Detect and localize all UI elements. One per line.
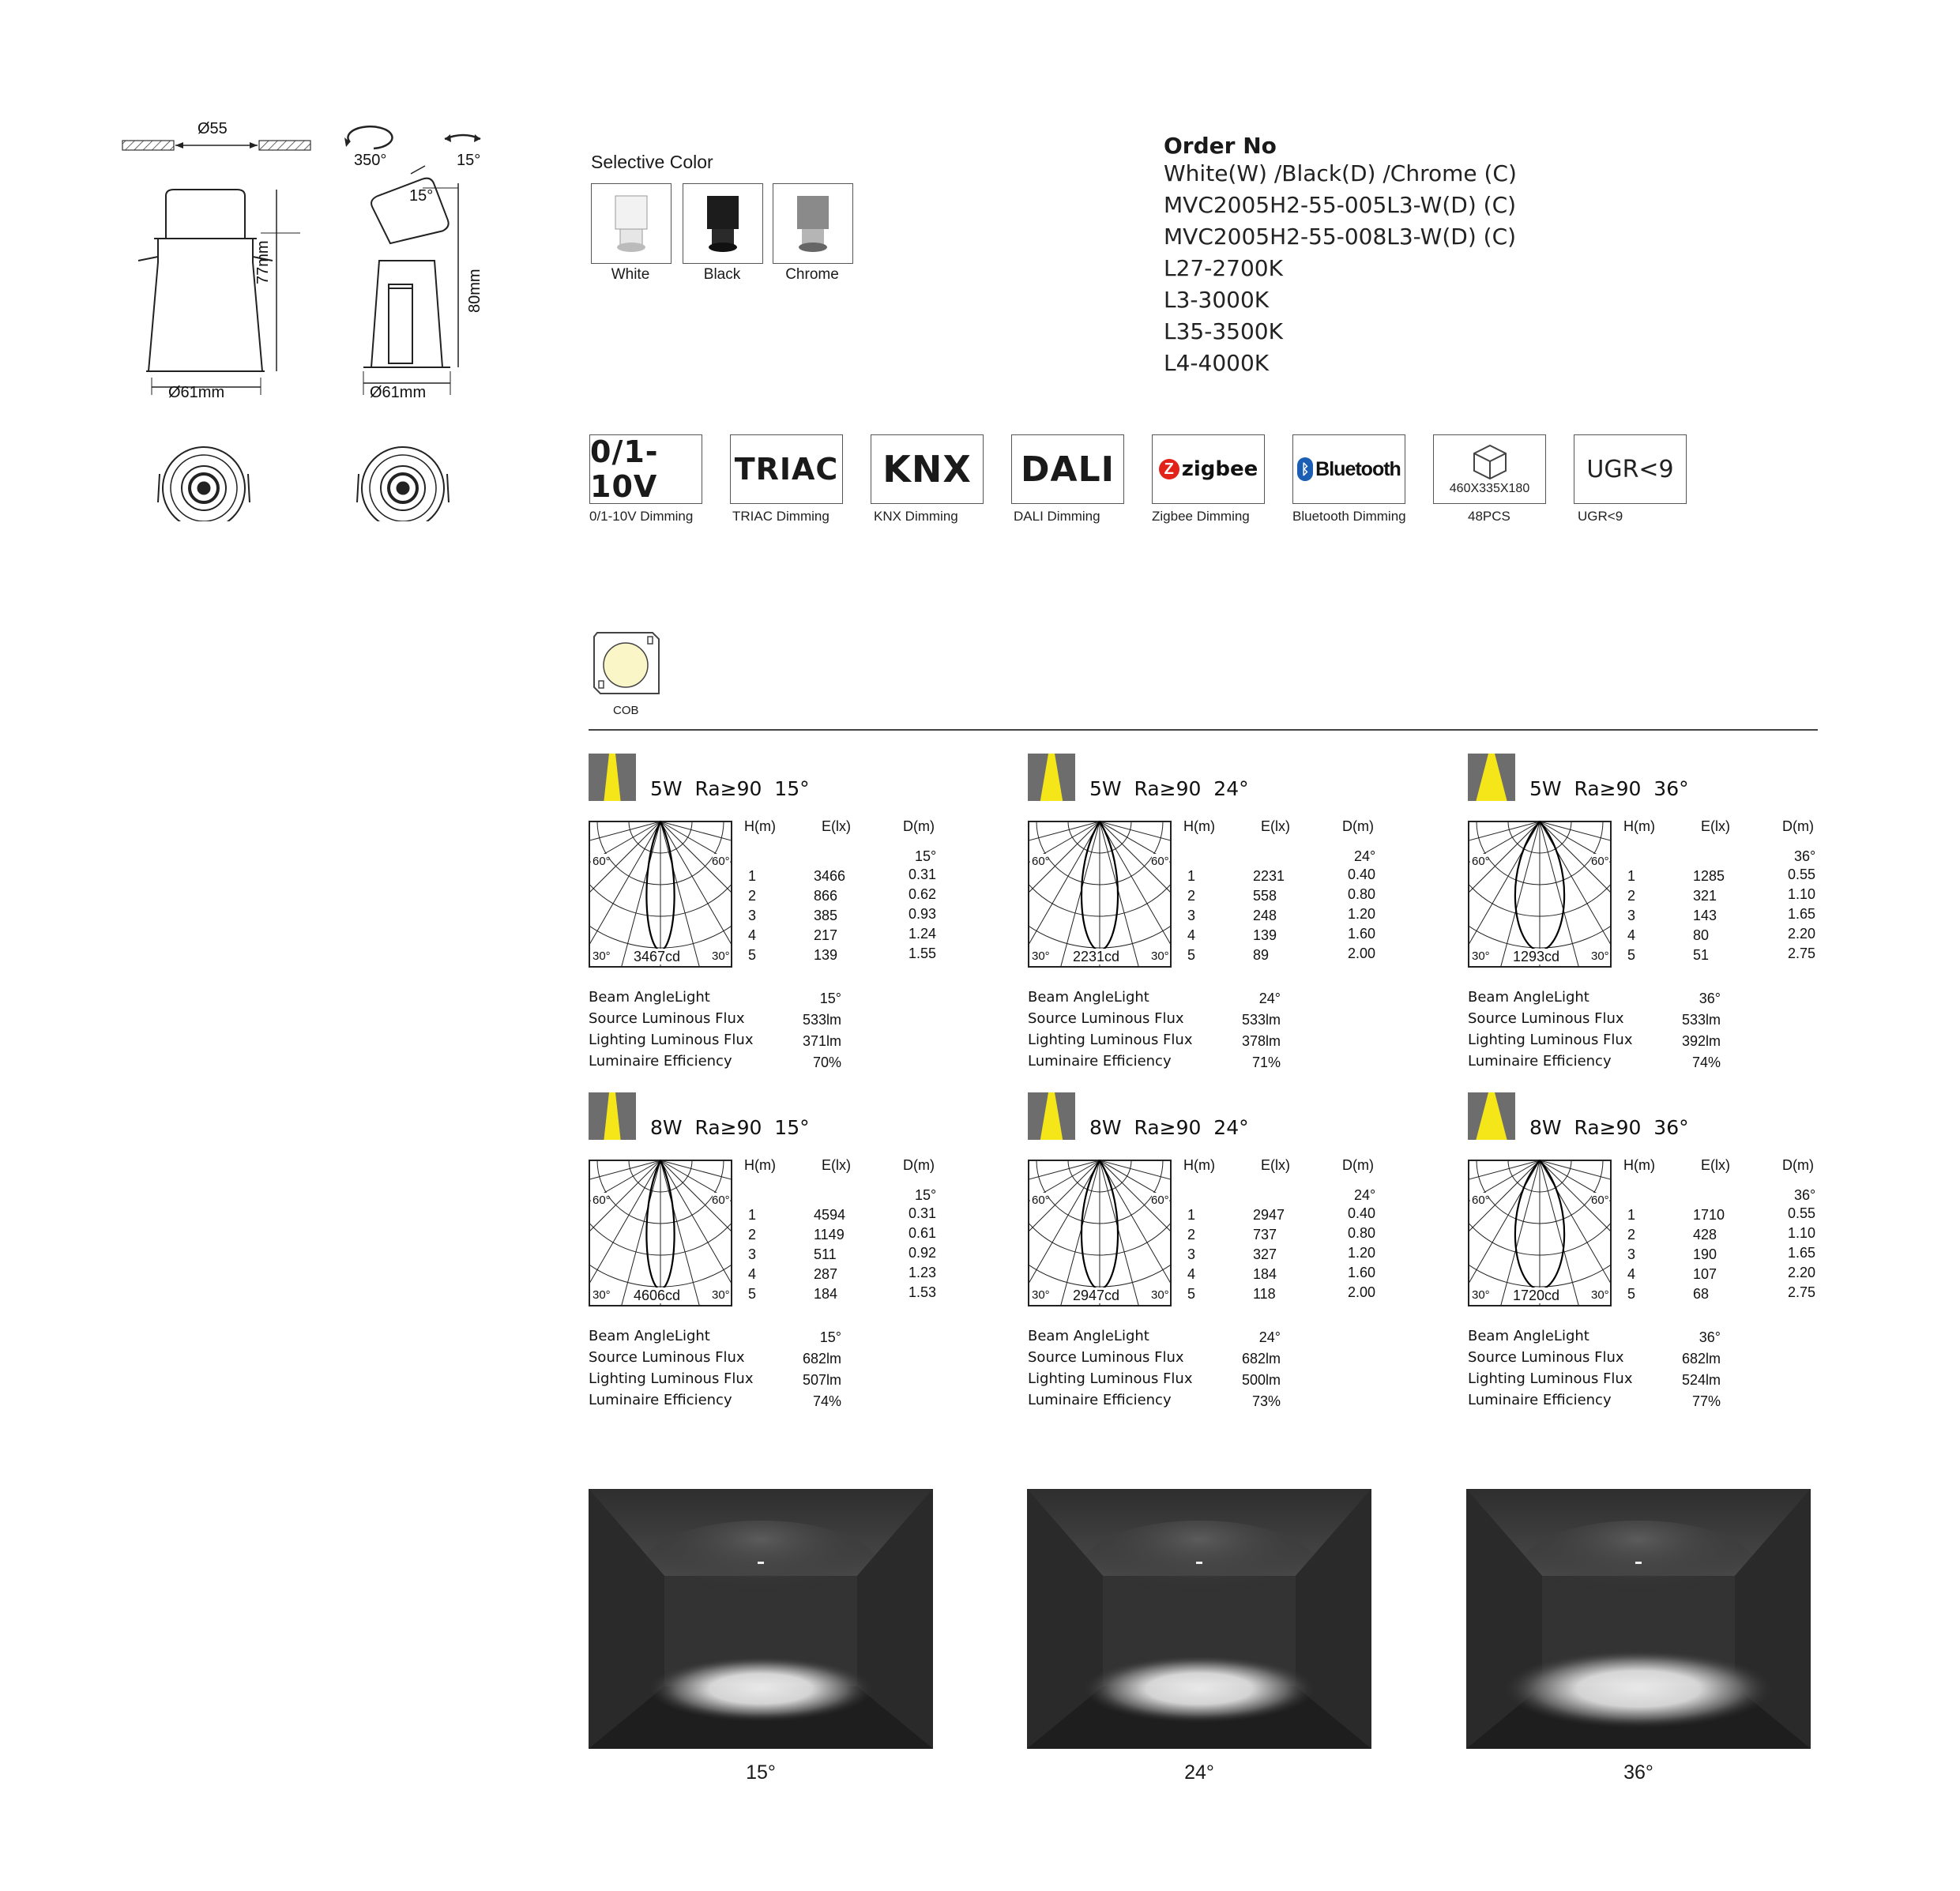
stat-label-lighting: Lighting Luminous Flux (1468, 1370, 1633, 1387)
table-cell-h: 2 (748, 888, 757, 904)
color-swatch-white[interactable] (591, 183, 672, 264)
polar-label-60-left: 60° (593, 855, 611, 868)
polar-label-30-left: 30° (593, 1288, 611, 1302)
feature-label: 0/1-10V Dimming (589, 509, 694, 524)
table-cell-h: 1 (1627, 868, 1636, 884)
stat-value-beam: 36° (1699, 1329, 1721, 1345)
stat-label-lighting: Lighting Luminous Flux (1028, 1032, 1193, 1048)
table-cell-d: 1.20 (1348, 906, 1376, 922)
badge-bluetooth (1292, 434, 1405, 504)
stat-value-efficiency: 71% (1251, 1055, 1281, 1070)
peak-candela: 2947cd (1073, 1288, 1120, 1303)
table-cell-e: 1710 (1693, 1207, 1725, 1223)
order-line: L3-3000K (1164, 287, 1270, 313)
panel-title: 8W Ra≥90 36° (1529, 1116, 1689, 1139)
stat-label-source: Source Luminous Flux (1028, 1349, 1184, 1366)
table-cell-d: 0.40 (1348, 867, 1376, 882)
header-d: D(m) (1782, 818, 1814, 834)
beam-angle-cell: 24° (1354, 1187, 1376, 1203)
feature-label: TRIAC Dimming (732, 509, 830, 524)
table-cell-e: 385 (814, 908, 838, 923)
diameter-fixed-label: Ø61mm (168, 384, 225, 401)
technical-drawings (111, 111, 506, 521)
badge-dali (1011, 434, 1124, 504)
polar-label-30-left: 30° (1472, 1288, 1490, 1302)
badge-ugr-text: UGR<9 (1586, 455, 1674, 483)
table-cell-d: 1.60 (1348, 1265, 1376, 1280)
header-h: H(m) (1623, 1157, 1655, 1173)
feature-label: Bluetooth Dimming (1292, 509, 1406, 524)
header-e: E(lx) (1701, 818, 1730, 834)
stat-value-source: 682lm (1241, 1351, 1281, 1367)
table-cell-d: 2.20 (1788, 1265, 1816, 1280)
stat-value-lighting: 392lm (1681, 1033, 1721, 1049)
diameter-adjustable-label: Ø61mm (370, 384, 427, 401)
stat-value-beam: 15° (819, 1329, 841, 1345)
table-cell-d: 0.61 (909, 1225, 937, 1241)
stat-value-beam: 15° (819, 991, 841, 1006)
table-cell-h: 4 (1187, 1266, 1196, 1282)
color-label-black: Black (703, 266, 741, 283)
render-label: 24° (1184, 1761, 1214, 1784)
table-cell-h: 5 (748, 1286, 757, 1302)
beam-angle-cell: 36° (1794, 848, 1816, 864)
stat-value-source: 682lm (1681, 1351, 1721, 1367)
panel-title: 8W Ra≥90 15° (650, 1116, 810, 1139)
header-e: E(lx) (1261, 1157, 1290, 1173)
stat-value-beam: 24° (1258, 991, 1281, 1006)
stat-value-efficiency: 73% (1251, 1393, 1281, 1409)
table-cell-d: 0.62 (909, 886, 937, 902)
stat-value-source: 533lm (802, 1012, 841, 1028)
peak-candela: 2231cd (1073, 949, 1120, 964)
polar-label-30-right: 30° (1151, 1288, 1169, 1302)
polar-label-30-right: 30° (712, 949, 730, 963)
polar-label-30-right: 30° (1591, 1288, 1609, 1302)
order-line: MVC2005H2-55-005L3-W(D) (C) (1164, 192, 1517, 218)
table-cell-h: 4 (748, 1266, 757, 1282)
header-d: D(m) (1342, 1157, 1374, 1173)
polar-label-60-left: 60° (593, 1194, 611, 1207)
photometric-panel (1468, 754, 1910, 1085)
polar-label-60-right: 60° (712, 1194, 730, 1207)
feature-label: UGR<9 (1578, 509, 1623, 524)
badge-carton-text: 460X335X180 (1449, 482, 1530, 495)
polar-diagram (1468, 1160, 1612, 1306)
table-cell-h: 3 (1627, 1246, 1636, 1262)
header-e: E(lx) (822, 818, 851, 834)
table-cell-d: 0.31 (909, 1205, 937, 1221)
header-d: D(m) (903, 818, 935, 834)
stat-label-lighting: Lighting Luminous Flux (1468, 1032, 1633, 1048)
order-list (1164, 158, 1517, 379)
header-e: E(lx) (1701, 1157, 1730, 1173)
color-label-white: White (611, 266, 650, 283)
polar-label-60-right: 60° (712, 855, 730, 868)
table-cell-d: 0.93 (909, 906, 937, 922)
stat-value-lighting: 378lm (1241, 1033, 1281, 1049)
table-cell-h: 3 (748, 1246, 757, 1262)
table-cell-d: 2.75 (1788, 1284, 1816, 1300)
table-cell-h: 3 (1187, 1246, 1196, 1262)
table-cell-h: 1 (748, 1207, 757, 1223)
table-cell-e: 2947 (1253, 1207, 1285, 1223)
table-cell-e: 68 (1693, 1286, 1710, 1302)
tilt-side-label: 15° (409, 187, 434, 205)
badge-dali-text: DALI (1021, 449, 1115, 490)
polar-diagram (1028, 821, 1172, 968)
stat-label-efficiency: Luminaire Efficiency (589, 1053, 732, 1070)
stat-label-source: Source Luminous Flux (1468, 1010, 1624, 1027)
header-h: H(m) (1623, 818, 1655, 834)
table-cell-e: 184 (814, 1286, 838, 1302)
cob-label: COB (613, 704, 639, 717)
stat-value-source: 533lm (1241, 1012, 1281, 1028)
stat-value-beam: 36° (1699, 991, 1721, 1006)
cob-chip-icon (591, 630, 662, 701)
polar-diagram (589, 821, 732, 968)
beam-icon (589, 754, 636, 801)
badge-carton (1433, 434, 1546, 504)
stat-label-beam: Beam AngleLight (1468, 1328, 1589, 1344)
peak-candela: 3467cd (634, 949, 681, 964)
table-cell-e: 511 (814, 1246, 837, 1262)
polar-label-60-left: 60° (1032, 855, 1050, 868)
cutout-label: Ø55 (198, 120, 228, 137)
beam-angle-cell: 36° (1794, 1187, 1816, 1203)
stat-label-source: Source Luminous Flux (589, 1010, 745, 1027)
table-cell-d: 1.60 (1348, 926, 1376, 942)
table-cell-h: 4 (1627, 1266, 1636, 1282)
badge-zigbee (1152, 434, 1265, 504)
table-cell-h: 5 (748, 947, 757, 963)
table-cell-d: 0.80 (1348, 1225, 1376, 1241)
table-cell-e: 143 (1693, 908, 1717, 923)
badge-ugr (1574, 434, 1687, 504)
polar-label-60-right: 60° (1591, 1194, 1609, 1207)
stat-value-lighting: 524lm (1681, 1372, 1721, 1388)
stat-value-efficiency: 74% (1691, 1055, 1721, 1070)
table-cell-e: 139 (814, 947, 838, 963)
stat-label-efficiency: Luminaire Efficiency (589, 1392, 732, 1408)
header-d: D(m) (1782, 1157, 1814, 1173)
color-label-chrome: Chrome (785, 266, 839, 283)
panel-title: 5W Ra≥90 36° (1529, 777, 1689, 800)
table-cell-h: 3 (1627, 908, 1636, 923)
badge-triac (730, 434, 843, 504)
polar-label-30-left: 30° (1032, 1288, 1050, 1302)
header-h: H(m) (1183, 1157, 1215, 1173)
feature-label: 48PCS (1468, 509, 1510, 524)
bluetooth-icon: ᛒ (1297, 457, 1313, 481)
polar-diagram (1468, 821, 1612, 968)
polar-label-30-left: 30° (1032, 949, 1050, 963)
black-fixture-image (683, 184, 762, 263)
beam-icon (1468, 754, 1515, 801)
header-e: E(lx) (822, 1157, 851, 1173)
zigbee-icon: Z (1159, 459, 1179, 479)
photometric-panel (589, 1092, 1031, 1424)
table-cell-d: 0.40 (1348, 1205, 1376, 1221)
table-cell-h: 1 (1187, 868, 1196, 884)
render-label: 15° (746, 1761, 776, 1784)
stat-label-efficiency: Luminaire Efficiency (1468, 1053, 1612, 1070)
table-cell-d: 0.55 (1788, 1205, 1816, 1221)
color-swatch-chrome[interactable] (773, 183, 853, 264)
render-label: 36° (1623, 1761, 1653, 1784)
polar-label-60-left: 60° (1472, 1194, 1490, 1207)
chrome-fixture-image (773, 184, 852, 263)
stat-value-beam: 24° (1258, 1329, 1281, 1345)
order-line: L4-4000K (1164, 350, 1270, 376)
table-cell-d: 1.24 (909, 926, 937, 942)
table-cell-h: 2 (1187, 888, 1196, 904)
stat-value-source: 682lm (802, 1351, 841, 1367)
photometric-panel (589, 754, 1031, 1085)
table-cell-h: 2 (1187, 1227, 1196, 1242)
beam-render-image (1466, 1489, 1811, 1749)
photometric-panel (1028, 754, 1470, 1085)
badge-knx (871, 434, 984, 504)
stat-label-beam: Beam AngleLight (1468, 989, 1589, 1006)
stat-value-lighting: 500lm (1241, 1372, 1281, 1388)
table-cell-h: 4 (1627, 927, 1636, 943)
badge-zigbee-text: zigbee (1181, 457, 1258, 481)
polar-label-30-right: 30° (1151, 949, 1169, 963)
stat-label-lighting: Lighting Luminous Flux (1028, 1370, 1193, 1387)
feature-label: DALI Dimming (1014, 509, 1100, 524)
table-cell-d: 1.10 (1788, 886, 1816, 902)
header-d: D(m) (903, 1157, 935, 1173)
beam-icon (1028, 1092, 1075, 1140)
stat-label-beam: Beam AngleLight (1028, 1328, 1149, 1344)
stat-value-lighting: 507lm (802, 1372, 841, 1388)
polar-diagram (1028, 1160, 1172, 1306)
table-cell-e: 327 (1253, 1246, 1277, 1262)
badge-0-10v-text: 0/1-10V (590, 434, 659, 504)
table-cell-e: 118 (1253, 1286, 1276, 1302)
polar-label-30-left: 30° (593, 949, 611, 963)
table-cell-d: 1.23 (909, 1265, 937, 1280)
table-cell-d: 0.92 (909, 1245, 937, 1261)
order-line: MVC2005H2-55-008L3-W(D) (C) (1164, 224, 1517, 250)
order-line: White(W) /Black(D) /Chrome (C) (1164, 160, 1517, 186)
stat-value-efficiency: 70% (812, 1055, 841, 1070)
table-cell-d: 1.10 (1788, 1225, 1816, 1241)
table-cell-d: 1.65 (1788, 1245, 1816, 1261)
beam-icon (1028, 754, 1075, 801)
table-cell-d: 0.80 (1348, 886, 1376, 902)
stat-value-efficiency: 74% (812, 1393, 841, 1409)
table-cell-d: 2.00 (1348, 946, 1376, 961)
table-cell-d: 0.31 (909, 867, 937, 882)
stat-value-lighting: 371lm (802, 1033, 841, 1049)
table-cell-d: 2.75 (1788, 946, 1816, 961)
stat-label-beam: Beam AngleLight (589, 989, 710, 1006)
polar-label-30-right: 30° (712, 1288, 730, 1302)
polar-label-60-left: 60° (1472, 855, 1490, 868)
table-cell-e: 89 (1253, 947, 1270, 963)
table-cell-e: 2231 (1253, 868, 1285, 884)
stat-value-source: 533lm (1681, 1012, 1721, 1028)
stat-label-source: Source Luminous Flux (1468, 1349, 1624, 1366)
table-cell-d: 1.55 (909, 946, 937, 961)
header-h: H(m) (1183, 818, 1215, 834)
table-cell-d: 2.20 (1788, 926, 1816, 942)
stat-label-efficiency: Luminaire Efficiency (1468, 1392, 1612, 1408)
beam-render-image (1027, 1489, 1371, 1749)
table-cell-e: 3466 (814, 868, 846, 884)
table-cell-h: 5 (1187, 1286, 1196, 1302)
table-cell-e: 1149 (814, 1227, 845, 1242)
table-cell-e: 558 (1253, 888, 1277, 904)
table-cell-e: 80 (1693, 927, 1710, 943)
header-h: H(m) (744, 1157, 776, 1173)
rotation-label: 350° (354, 152, 387, 169)
table-cell-d: 2.00 (1348, 1284, 1376, 1300)
polar-label-60-right: 60° (1591, 855, 1609, 868)
table-cell-h: 2 (748, 1227, 757, 1242)
beam-angle-cell: 15° (915, 1187, 937, 1203)
polar-label-30-right: 30° (1591, 949, 1609, 963)
table-cell-h: 5 (1627, 947, 1636, 963)
badge-bluetooth-text: Bluetooth (1315, 457, 1401, 480)
table-cell-e: 4594 (814, 1207, 846, 1223)
table-cell-h: 5 (1187, 947, 1196, 963)
polar-diagram (589, 1160, 732, 1306)
height-adjustable-label: 80mm (466, 269, 483, 313)
header-d: D(m) (1342, 818, 1374, 834)
stat-label-source: Source Luminous Flux (589, 1349, 745, 1366)
stat-label-source: Source Luminous Flux (1028, 1010, 1184, 1027)
table-cell-e: 190 (1693, 1246, 1717, 1262)
stat-label-lighting: Lighting Luminous Flux (589, 1370, 754, 1387)
badge-knx-text: KNX (882, 448, 972, 491)
table-cell-e: 184 (1253, 1266, 1277, 1282)
table-cell-d: 1.20 (1348, 1245, 1376, 1261)
peak-candela: 4606cd (634, 1288, 681, 1303)
carton-box-icon (1470, 442, 1510, 480)
table-cell-h: 1 (1627, 1207, 1636, 1223)
table-cell-h: 2 (1627, 888, 1636, 904)
table-cell-h: 3 (748, 908, 757, 923)
table-cell-h: 4 (1187, 927, 1196, 943)
stat-label-beam: Beam AngleLight (589, 1328, 710, 1344)
table-cell-e: 51 (1693, 947, 1710, 963)
beam-angle-cell: 24° (1354, 848, 1376, 864)
beam-render-image (589, 1489, 933, 1749)
badge-0-10v (589, 434, 702, 504)
table-cell-h: 4 (748, 927, 757, 943)
polar-label-60-left: 60° (1032, 1194, 1050, 1207)
section-divider (589, 729, 1818, 731)
panel-title: 5W Ra≥90 15° (650, 777, 810, 800)
feature-label: KNX Dimming (874, 509, 958, 524)
table-cell-e: 287 (814, 1266, 838, 1282)
color-swatch-black[interactable] (683, 183, 763, 264)
stat-value-efficiency: 77% (1691, 1393, 1721, 1409)
table-cell-e: 866 (814, 888, 838, 904)
table-cell-h: 5 (1627, 1286, 1636, 1302)
table-cell-e: 248 (1253, 908, 1277, 923)
photometric-panel (1028, 1092, 1470, 1424)
panel-title: 5W Ra≥90 24° (1089, 777, 1249, 800)
header-e: E(lx) (1261, 818, 1290, 834)
table-cell-e: 107 (1693, 1266, 1717, 1282)
table-cell-h: 3 (1187, 908, 1196, 923)
table-cell-d: 0.55 (1788, 867, 1816, 882)
stat-label-efficiency: Luminaire Efficiency (1028, 1053, 1172, 1070)
table-cell-e: 321 (1693, 888, 1717, 904)
table-cell-h: 1 (1187, 1207, 1196, 1223)
table-cell-h: 2 (1627, 1227, 1636, 1242)
header-h: H(m) (744, 818, 776, 834)
stat-label-efficiency: Luminaire Efficiency (1028, 1392, 1172, 1408)
height-fixed-label: 77mm (254, 240, 272, 284)
order-title: Order No (1164, 133, 1277, 159)
feature-label: Zigbee Dimming (1152, 509, 1250, 524)
table-cell-h: 1 (748, 868, 757, 884)
table-cell-e: 428 (1693, 1227, 1717, 1242)
stat-label-beam: Beam AngleLight (1028, 989, 1149, 1006)
polar-label-60-right: 60° (1151, 1194, 1169, 1207)
badge-triac-text: TRIAC (734, 452, 839, 487)
table-cell-e: 139 (1253, 927, 1277, 943)
table-cell-d: 1.53 (909, 1284, 937, 1300)
peak-candela: 1293cd (1513, 949, 1560, 964)
order-line: L27-2700K (1164, 255, 1283, 281)
stat-label-lighting: Lighting Luminous Flux (589, 1032, 754, 1048)
table-cell-d: 1.65 (1788, 906, 1816, 922)
beam-angle-cell: 15° (915, 848, 937, 864)
photometric-panel (1468, 1092, 1910, 1424)
table-cell-e: 217 (814, 927, 838, 943)
beam-icon (1468, 1092, 1515, 1140)
tilt-label: 15° (457, 152, 481, 169)
table-cell-e: 1285 (1693, 868, 1725, 884)
table-cell-e: 737 (1253, 1227, 1277, 1242)
selective-color-title: Selective Color (591, 152, 713, 172)
order-line: L35-3500K (1164, 318, 1283, 344)
beam-icon (589, 1092, 636, 1140)
polar-label-30-left: 30° (1472, 949, 1490, 963)
white-fixture-image (592, 184, 671, 263)
panel-title: 8W Ra≥90 24° (1089, 1116, 1249, 1139)
polar-label-60-right: 60° (1151, 855, 1169, 868)
peak-candela: 1720cd (1513, 1288, 1560, 1303)
